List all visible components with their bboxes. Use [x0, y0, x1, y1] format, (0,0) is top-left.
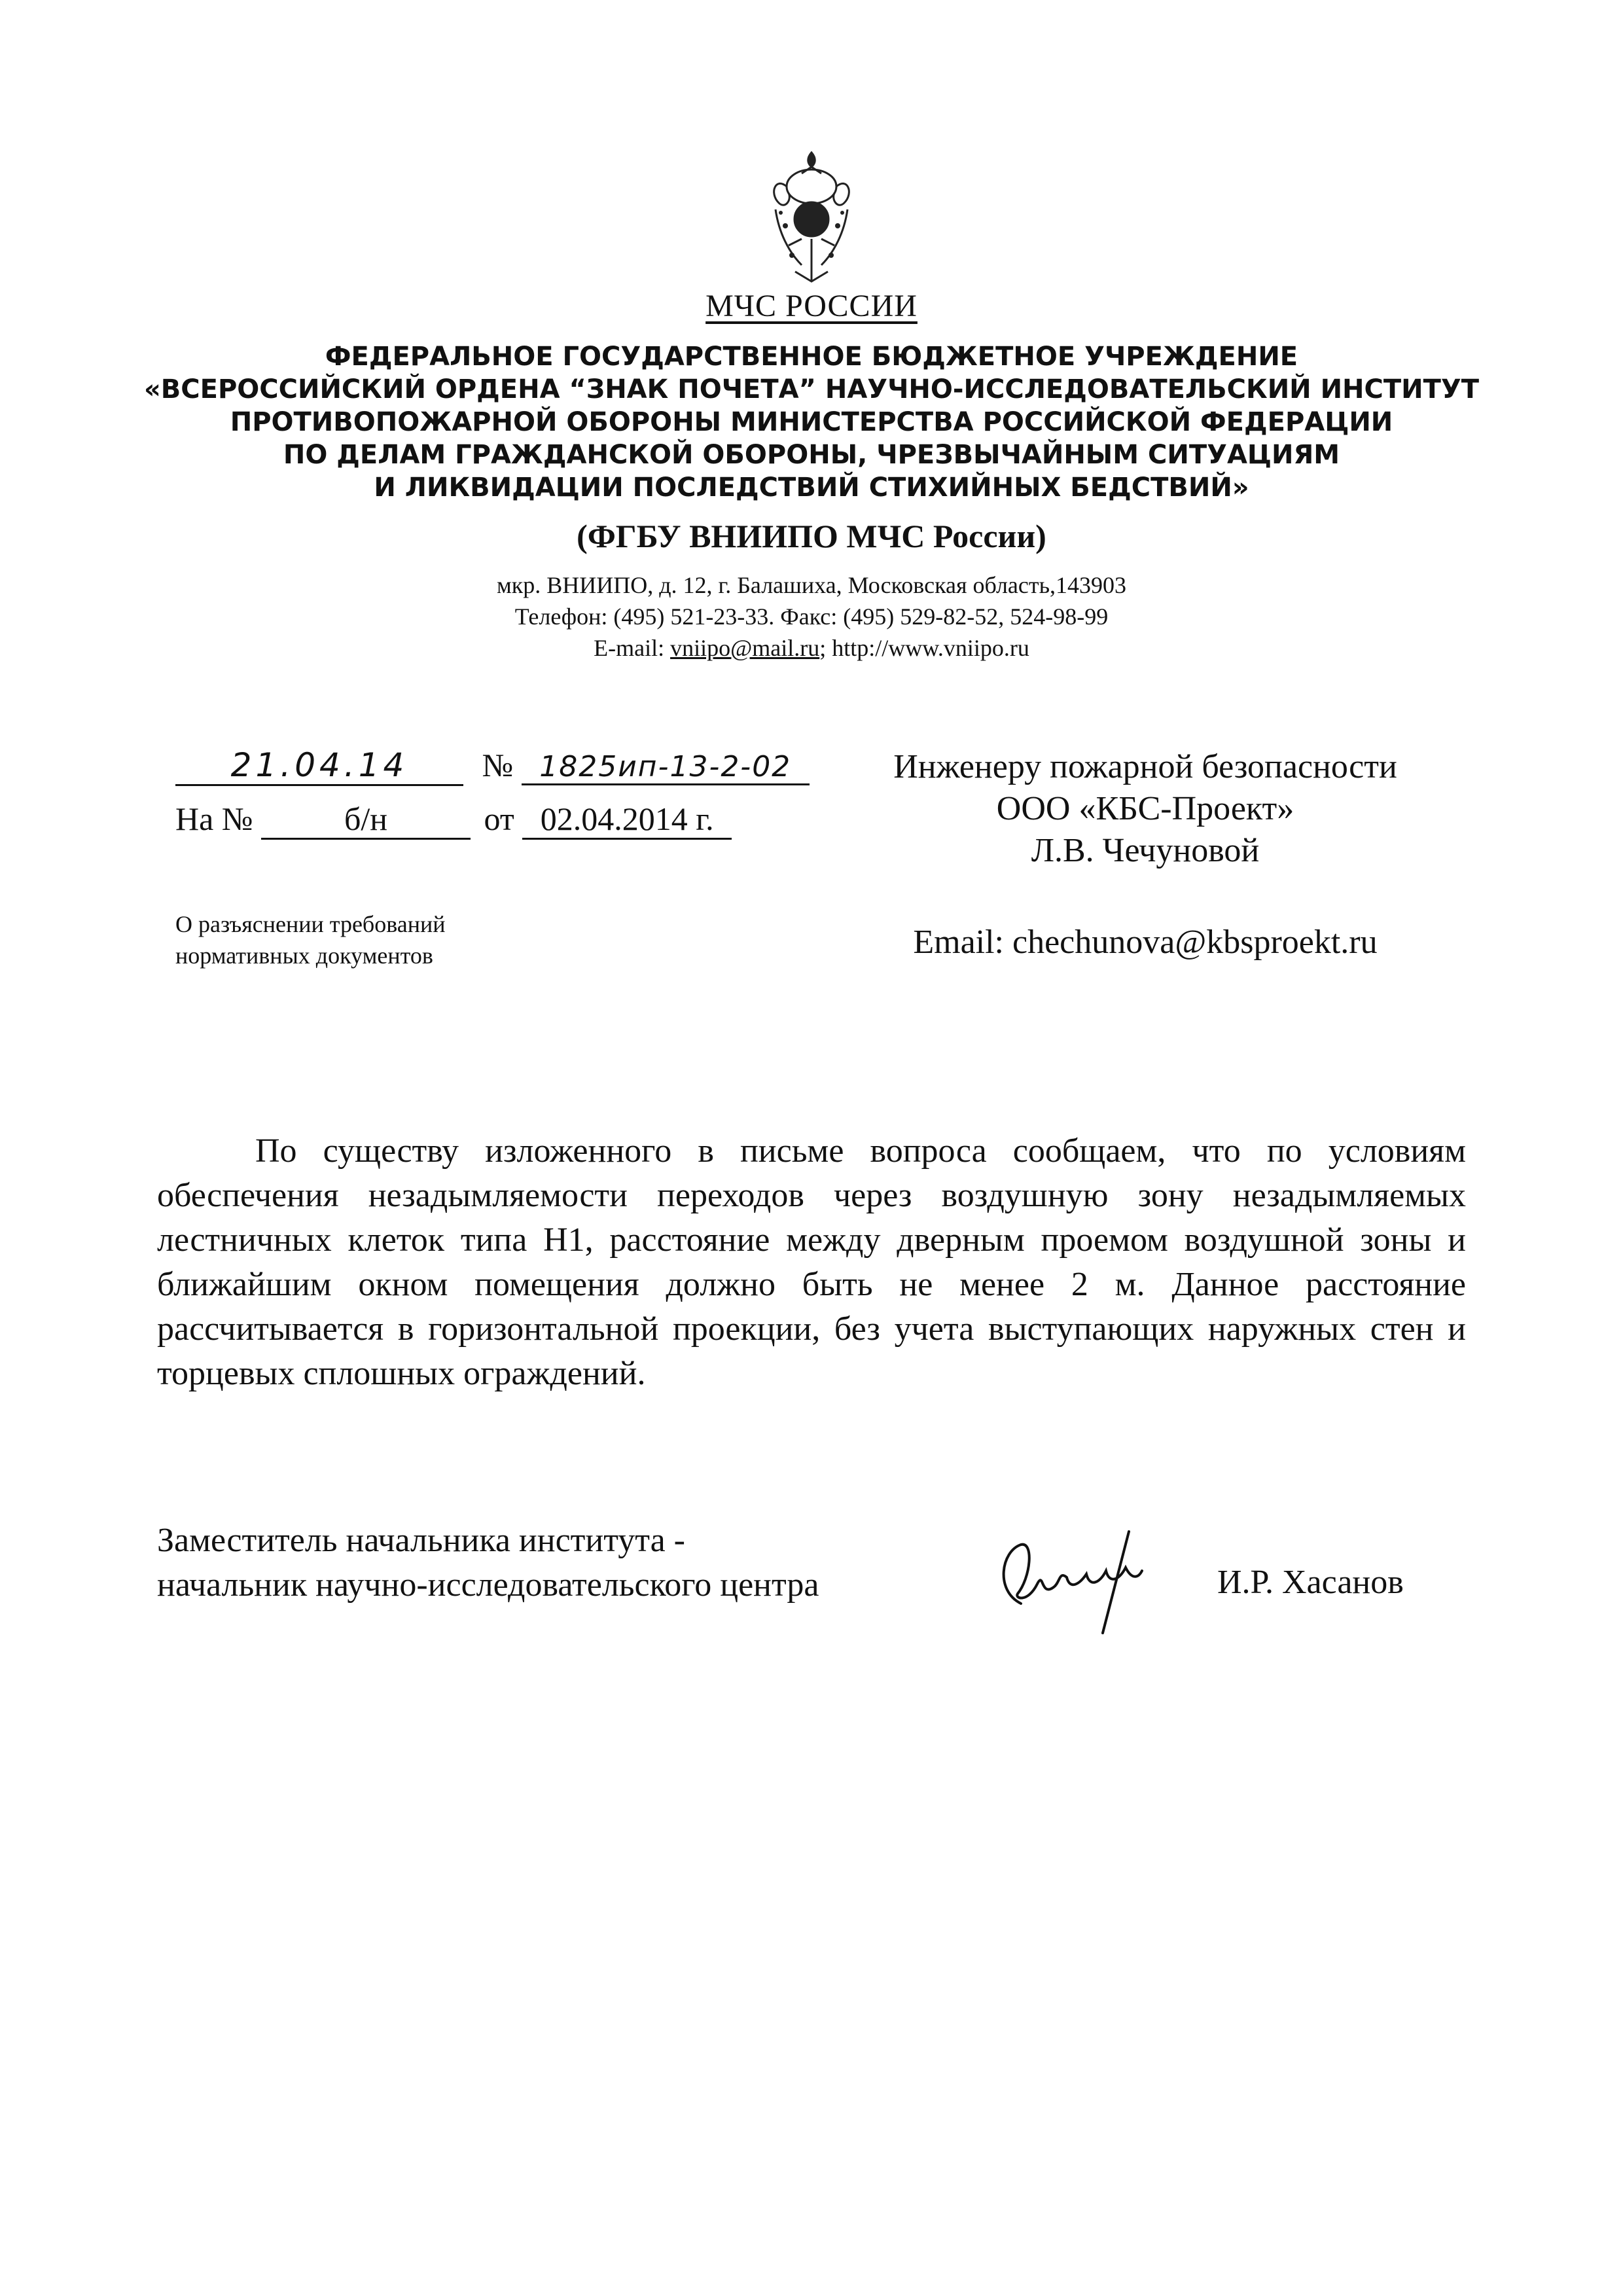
organization-full-name — [0, 340, 1623, 504]
outgoing-number: 1825ип-13-2-02 — [522, 750, 810, 785]
outgoing-date: 21.04.14 — [175, 746, 463, 786]
letter-body: По существу изложенного в письме вопроса сообщаем, что по условиям обеспечения незадымляемости переходов через воздушную зону незадымляемых лестничных клеток типа Н1, расстояние между дверным проемом воздушной зоны и ближайшим окном помещения должно быть не менее 2 м. Данное расстояние рассчитывается в горизонтальной проекции, без учета выступающих наружных стен и торцевых сплошных ограждений. — [157, 1132, 1466, 1392]
ministry-name: МЧС РОССИИ — [705, 289, 918, 323]
organization-short-name: (ФГБУ ВНИИПО МЧС России) — [577, 518, 1046, 554]
phone-fax: Телефон: (495) 521-23-33. Факс: (495) 529-82-52, 524-98-99 — [514, 603, 1109, 630]
reply-label: На № — [175, 800, 253, 837]
subject — [175, 908, 446, 971]
signature — [982, 1505, 1178, 1636]
subject-line: О разъяснении требований — [175, 911, 446, 937]
email-label: E-mail: — [594, 635, 671, 661]
addressee-line: Инженеру пожарной безопасности — [893, 748, 1397, 785]
position-line: Заместитель начальника института - — [157, 1522, 685, 1559]
address: мкр. ВНИИПО, д. 12, г. Балашиха, Московская область,143903 — [496, 572, 1127, 598]
email-link[interactable]: vniipo@mail.ru — [670, 635, 820, 661]
addressee — [851, 746, 1440, 872]
website: ; http://www.vniipo.ru — [819, 635, 1029, 661]
addressee-email: Email: chechunova@kbsproekt.ru — [913, 924, 1378, 961]
org-line: И ЛИКВИДАЦИИ ПОСЛЕДСТВИЙ СТИХИЙНЫХ БЕДСТВИЙ» — [374, 473, 1249, 503]
signer-name: И.Р. Хасанов — [1217, 1564, 1404, 1601]
reply-number: б/н — [261, 800, 471, 840]
addressee-line: Л.В. Чечуновой — [1031, 832, 1260, 869]
org-line: ПО ДЕЛАМ ГРАЖДАНСКОЙ ОБОРОНЫ, ЧРЕЗВЫЧАЙНЫМ СИТУАЦИЯМ — [283, 440, 1340, 470]
addressee-line: ООО «КБС-Проект» — [996, 790, 1294, 827]
contacts-block — [0, 569, 1623, 664]
subject-line: нормативных документов — [175, 942, 433, 969]
registration-block — [175, 746, 830, 846]
emblem-icon — [762, 147, 861, 288]
number-label: № — [482, 747, 514, 783]
reply-date: 02.04.2014 г. — [522, 800, 732, 840]
from-label: от — [484, 800, 514, 837]
org-line: «ВСЕРОССИЙСКИЙ ОРДЕНА “ЗНАК ПОЧЕТА” НАУЧНО-ИССЛЕДОВАТЕЛЬСКИЙ ИНСТИТУТ — [143, 374, 1480, 404]
signer-position — [157, 1518, 819, 1607]
org-line: ПРОТИВОПОЖАРНОЙ ОБОРОНЫ МИНИСТЕРСТВА РОССИЙСКОЙ ФЕДЕРАЦИИ — [230, 407, 1393, 437]
position-line: начальник научно-исследовательского центра — [157, 1566, 819, 1604]
email-web — [0, 632, 1623, 664]
org-line: ФЕДЕРАЛЬНОЕ ГОСУДАРСТВЕННОЕ БЮДЖЕТНОЕ УЧРЕЖДЕНИЕ — [325, 342, 1298, 372]
